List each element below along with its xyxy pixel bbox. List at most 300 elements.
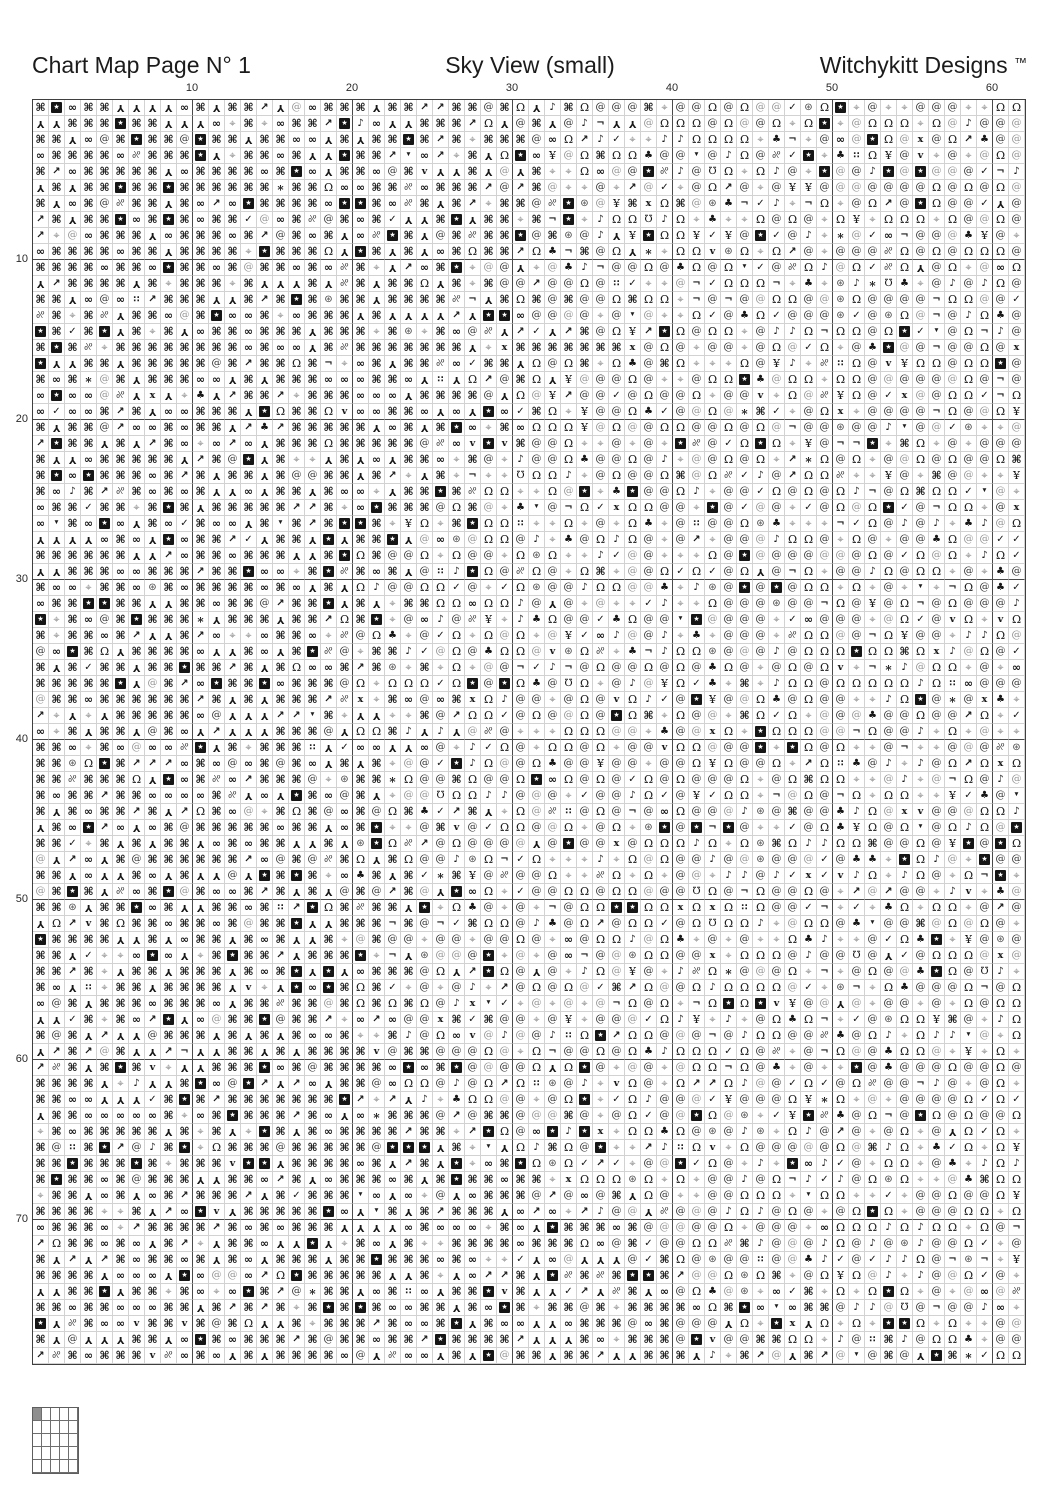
- chart-cell-ne-arrow: [209, 196, 225, 212]
- open-cross-symbol: ⌖: [373, 484, 380, 498]
- infinity-symbol: ∞: [147, 485, 158, 498]
- infinity-symbol: ∞: [195, 373, 206, 386]
- chart-cell-at-sign: [913, 100, 929, 116]
- omega-symbol: Ω: [355, 725, 366, 738]
- chart-cell-ne-arrow: [481, 372, 497, 388]
- command-sign-symbol: ⌘: [35, 293, 46, 306]
- infinity-symbol: ∞: [323, 197, 334, 210]
- omega-symbol: Ω: [771, 485, 782, 498]
- check-mark-symbol: ✓: [676, 566, 685, 577]
- chart-cell-not-sign: [561, 244, 577, 260]
- omega-symbol: Ω: [1011, 389, 1022, 402]
- chart-cell-command-sign: [129, 708, 145, 724]
- chart-cell-yen-sign: [881, 148, 897, 164]
- chart-cell-command-sign: [49, 308, 65, 324]
- chart-cell-infinity: [225, 548, 241, 564]
- chart-cell-at-sign: [385, 164, 401, 180]
- command-sign-symbol: ⌘: [259, 341, 270, 354]
- command-sign-symbol: ⌘: [35, 469, 46, 482]
- star-in-square-symbol: ★: [35, 614, 46, 625]
- chart-cell-open-cross: [401, 628, 417, 644]
- chart-cell-omega: [977, 244, 993, 260]
- chart-cell-open-cross: [705, 628, 721, 644]
- chart-cell-infinity: [161, 308, 177, 324]
- chart-cell-omega: [993, 548, 1009, 564]
- chart-cell-command-sign: [177, 644, 193, 660]
- command-sign-symbol: ⌘: [307, 421, 318, 434]
- chart-cell-open-cross: [593, 484, 609, 500]
- omega-symbol: Ω: [707, 373, 718, 386]
- command-sign-symbol: ⌘: [419, 357, 430, 370]
- chart-cell-open-cross: [673, 452, 689, 468]
- chart-cell-at-sign-light: [481, 660, 497, 676]
- infinity-symbol: ∞: [307, 629, 318, 642]
- chart-cell-at-sign: [721, 596, 737, 612]
- chart-cell-infinity: [337, 372, 353, 388]
- chart-cell-command-sign: [529, 404, 545, 420]
- chart-cell-omega: [833, 596, 849, 612]
- command-sign-symbol: ⌘: [195, 485, 206, 498]
- chart-cell-turned-y: [337, 724, 353, 740]
- at-sign-symbol: @: [883, 582, 894, 593]
- chart-cell-linked-circles: [337, 260, 353, 276]
- chart-cell-ne-arrow: [257, 100, 273, 116]
- omega-symbol: Ω: [979, 341, 990, 354]
- chart-cell-at-sign: [561, 612, 577, 628]
- at-sign-symbol: @: [707, 262, 718, 273]
- chart-cell-at-sign: [897, 468, 913, 484]
- chart-cell-command-sign: [145, 452, 161, 468]
- chart-cell-turned-y: [193, 724, 209, 740]
- ne-arrow-symbol: ↗: [452, 710, 461, 721]
- chart-cell-at-sign: [881, 452, 897, 468]
- chart-cell-infinity: [65, 196, 81, 212]
- chart-cell-command-sign: [289, 484, 305, 500]
- chart-cell-infinity: [177, 548, 193, 564]
- omega-symbol: Ω: [771, 245, 782, 258]
- chart-cell-at-sign: [881, 516, 897, 532]
- chart-cell-at-sign: [561, 580, 577, 596]
- at-sign-symbol: @: [963, 566, 974, 577]
- turned-y-symbol: Y: [340, 534, 349, 545]
- command-sign-symbol: ⌘: [275, 581, 286, 594]
- chart-cell-omega: [705, 180, 721, 196]
- chart-cell-linked-circles: [433, 436, 449, 452]
- chart-cell-command-sign: [257, 260, 273, 276]
- chart-cell-command-sign: [433, 388, 449, 404]
- turned-y-symbol: Y: [228, 726, 237, 737]
- at-sign-symbol: @: [755, 358, 766, 369]
- chart-cell-at-sign: [673, 404, 689, 420]
- chart-cell-turned-y: [161, 196, 177, 212]
- at-sign-symbol: @: [707, 518, 718, 529]
- command-sign-symbol: ⌘: [35, 261, 46, 274]
- command-sign-symbol: ⌘: [227, 245, 238, 258]
- command-sign-symbol: ⌘: [51, 309, 62, 322]
- chart-cell-at-sign: [513, 276, 529, 292]
- chart-cell-infinity: [81, 692, 97, 708]
- chart-cell-linked-circles: [545, 196, 561, 212]
- chart-cell-star-in-square: [369, 612, 385, 628]
- infinity-symbol: ∞: [83, 517, 94, 530]
- command-sign-symbol: ⌘: [227, 181, 238, 194]
- star-in-square-symbol: ★: [387, 230, 398, 241]
- star-in-square-symbol: ★: [163, 214, 174, 225]
- command-sign-symbol: ⌘: [419, 293, 430, 306]
- chart-cell-star-in-square: [81, 468, 97, 484]
- command-sign-symbol: ⌘: [355, 597, 366, 610]
- omega-symbol: Ω: [675, 229, 686, 242]
- at-sign-symbol: @: [691, 710, 702, 721]
- chart-cell-command-sign: [193, 276, 209, 292]
- chart-cell-command-sign: [177, 628, 193, 644]
- circled-star-symbol: ⊛: [564, 646, 573, 657]
- chart-cell-star-in-square: [817, 116, 833, 132]
- chart-cell-open-cross: [849, 468, 865, 484]
- at-sign-symbol: @: [995, 598, 1006, 609]
- chart-cell-command-sign: [289, 420, 305, 436]
- command-sign-symbol: ⌘: [163, 421, 174, 434]
- chart-cell-omega: [961, 500, 977, 516]
- omega-symbol: Ω: [627, 405, 638, 418]
- at-sign-symbol: @: [467, 550, 478, 561]
- at-sign-symbol: @: [931, 390, 942, 401]
- chart-cell-command-sign: [33, 580, 49, 596]
- star-in-square-symbol: ★: [339, 198, 350, 209]
- chart-cell-command-sign: [273, 468, 289, 484]
- command-sign-symbol: ⌘: [67, 277, 78, 290]
- chart-cell-infinity: [417, 148, 433, 164]
- open-cross-symbol: ⌖: [533, 724, 540, 738]
- command-sign-symbol: ⌘: [243, 181, 254, 194]
- infinity-symbol: ∞: [195, 677, 206, 690]
- chart-cell-open-cross: [369, 692, 385, 708]
- chart-cell-turned-y: [353, 708, 369, 724]
- turned-y-symbol: Y: [548, 326, 557, 337]
- omega-symbol: Ω: [579, 101, 590, 114]
- at-sign-symbol: @: [915, 422, 926, 433]
- at-sign-symbol: @: [787, 486, 798, 497]
- at-sign-symbol: @: [435, 710, 446, 721]
- at-sign-symbol: @: [643, 550, 654, 561]
- letter-x-symbol: x: [629, 342, 636, 353]
- star-in-square-symbol: ★: [739, 582, 750, 593]
- chart-cell-turned-y: [449, 724, 465, 740]
- chart-cell-at-sign-light: [289, 100, 305, 116]
- chart-cell-at-sign-light: [241, 260, 257, 276]
- chart-cell-command-sign: [241, 548, 257, 564]
- yen-sign-symbol: ¥: [1013, 405, 1020, 418]
- infinity-symbol: ∞: [67, 101, 78, 114]
- open-cross-symbol: ⌖: [389, 612, 396, 626]
- at-sign-symbol: @: [387, 550, 398, 561]
- ne-arrow-symbol: ↗: [388, 150, 397, 161]
- chart-cell-open-cross: [673, 372, 689, 388]
- chart-cell-open-cross: [753, 676, 769, 692]
- chart-cell-infinity: [401, 692, 417, 708]
- chart-cell-at-sign: [913, 516, 929, 532]
- omega-symbol: Ω: [515, 549, 526, 562]
- command-sign-symbol: ⌘: [227, 213, 238, 226]
- turned-y-symbol: Y: [548, 118, 557, 129]
- chart-cell-star-in-square: [289, 292, 305, 308]
- at-sign-light-symbol: @: [883, 374, 894, 385]
- chart-cell-command-sign: [513, 436, 529, 452]
- chart-cell-omega: [929, 244, 945, 260]
- command-sign-symbol: ⌘: [83, 213, 94, 226]
- chart-cell-at-sign-light: [817, 724, 833, 740]
- at-sign-symbol: @: [995, 646, 1006, 657]
- chart-cell-command-sign: [145, 116, 161, 132]
- at-sign-light-symbol: @: [819, 726, 830, 737]
- chart-cell-not-sign: [993, 164, 1009, 180]
- chart-cell-command-sign: [81, 212, 97, 228]
- chart-cell-command-sign: [129, 180, 145, 196]
- open-cross-symbol: ⌖: [709, 356, 716, 370]
- chart-cell-command-sign: [225, 596, 241, 612]
- at-sign-symbol: @: [899, 182, 910, 193]
- command-sign-symbol: ⌘: [451, 133, 462, 146]
- check-mark-symbol: ✓: [580, 630, 589, 641]
- omega-symbol: Ω: [803, 469, 814, 482]
- chart-cell-ne-arrow: [113, 404, 129, 420]
- chart-cell-open-cross: [897, 100, 913, 116]
- chart-cell-turned-y: [257, 660, 273, 676]
- command-sign-symbol: ⌘: [67, 693, 78, 706]
- chart-cell-turned-y: [81, 532, 97, 548]
- chart-cell-omega: [785, 388, 801, 404]
- at-sign-light-symbol: @: [467, 534, 478, 545]
- chart-cell-eighth-note: [945, 276, 961, 292]
- omega-symbol: Ω: [771, 725, 782, 738]
- chart-cell-omega: [577, 692, 593, 708]
- at-sign-symbol: @: [563, 278, 574, 289]
- chart-cell-turned-y: [289, 276, 305, 292]
- open-cross-symbol: ⌖: [549, 164, 556, 178]
- letter-v-symbol: v: [613, 694, 620, 705]
- chart-cell-open-cross: [833, 196, 849, 212]
- at-sign-symbol: @: [931, 374, 942, 385]
- at-sign-symbol: @: [931, 134, 942, 145]
- command-sign-symbol: ⌘: [131, 693, 142, 706]
- open-cross-symbol: ⌖: [869, 452, 876, 466]
- omega-symbol: Ω: [867, 645, 878, 658]
- chart-cell-open-cross: [545, 724, 561, 740]
- chart-cell-omega: [705, 404, 721, 420]
- command-sign-symbol: ⌘: [579, 245, 590, 258]
- infinity-symbol: ∞: [371, 165, 382, 178]
- chart-cell-open-cross: [577, 468, 593, 484]
- infinity-symbol: ∞: [83, 229, 94, 242]
- four-dots-symbol: ∷: [613, 278, 620, 289]
- command-sign-symbol: ⌘: [403, 165, 414, 178]
- chart-cell-check-mark: [81, 660, 97, 676]
- omega-symbol: Ω: [515, 581, 526, 594]
- command-sign-symbol: ⌘: [227, 261, 238, 274]
- at-sign-symbol: @: [259, 598, 270, 609]
- chart-cell-omega: [945, 388, 961, 404]
- chart-cell-omega: [561, 132, 577, 148]
- chart-cell-check-mark: [641, 596, 657, 612]
- at-sign-light-symbol: @: [563, 310, 574, 321]
- chart-cell-omega: [961, 292, 977, 308]
- at-sign-symbol: @: [755, 342, 766, 353]
- omega-symbol: Ω: [819, 341, 830, 354]
- at-sign-symbol: @: [979, 374, 990, 385]
- turned-y-symbol: Y: [116, 310, 125, 321]
- open-cross-symbol: ⌖: [741, 324, 748, 338]
- at-sign-symbol: @: [947, 310, 958, 321]
- omega-symbol: Ω: [451, 501, 462, 514]
- infinity-symbol: ∞: [35, 149, 46, 162]
- at-sign-symbol: @: [611, 678, 622, 689]
- turned-y-symbol: Y: [196, 726, 205, 737]
- omega-symbol: Ω: [691, 245, 702, 258]
- chart-cell-at-sign: [961, 596, 977, 612]
- chart-cell-letter-v: [993, 612, 1009, 628]
- chart-cell-turned-y: [353, 468, 369, 484]
- chart-cell-club-suit: [673, 260, 689, 276]
- star-in-square-symbol: ★: [83, 470, 94, 481]
- chart-cell-linked-circles: [321, 644, 337, 660]
- infinity-symbol: ∞: [147, 421, 158, 434]
- chart-cell-mho-sign: [641, 212, 657, 228]
- omega-symbol: Ω: [787, 389, 798, 402]
- at-sign-symbol: @: [179, 134, 190, 145]
- turned-y-symbol: Y: [164, 166, 173, 177]
- omega-symbol: Ω: [659, 293, 670, 306]
- command-sign-symbol: ⌘: [371, 549, 382, 562]
- chart-cell-at-sign: [449, 612, 465, 628]
- chart-cell-at-sign-light: [561, 308, 577, 324]
- star-in-square-symbol: ★: [499, 310, 510, 321]
- chart-cell-omega: [673, 324, 689, 340]
- chart-cell-check-mark: [241, 212, 257, 228]
- infinity-symbol: ∞: [355, 357, 366, 370]
- command-sign-symbol: ⌘: [451, 485, 462, 498]
- chart-cell-turned-y: [97, 436, 113, 452]
- chart-cell-open-cross: [385, 516, 401, 532]
- not-sign-symbol: ¬: [788, 422, 797, 433]
- turned-y-symbol: Y: [244, 726, 253, 737]
- command-sign-symbol: ⌘: [115, 229, 126, 242]
- at-sign-symbol: @: [963, 694, 974, 705]
- at-sign-symbol: @: [931, 710, 942, 721]
- chart-cell-yen-sign: [481, 612, 497, 628]
- chart-cell-open-cross: [753, 660, 769, 676]
- chart-cell-command-sign: [273, 132, 289, 148]
- chart-cell-command-sign: [129, 468, 145, 484]
- command-sign-symbol: ⌘: [307, 677, 318, 690]
- omega-symbol: Ω: [995, 101, 1006, 114]
- command-sign-symbol: ⌘: [195, 165, 206, 178]
- chart-cell-check-mark: [737, 500, 753, 516]
- chart-cell-omega: [801, 628, 817, 644]
- chart-cell-eighth-note: [993, 324, 1009, 340]
- command-sign-symbol: ⌘: [371, 197, 382, 210]
- linked-circles-symbol: %: [116, 198, 125, 209]
- open-cross-symbol: ⌖: [613, 180, 620, 194]
- chart-cell-omega: [657, 228, 673, 244]
- omega-symbol: Ω: [947, 453, 958, 466]
- omega-symbol: Ω: [963, 501, 974, 514]
- open-cross-symbol: ⌖: [245, 628, 252, 642]
- at-sign-symbol: @: [483, 678, 494, 689]
- chart-cell-command-sign: [289, 724, 305, 740]
- command-sign-symbol: ⌘: [291, 421, 302, 434]
- infinity-symbol: ∞: [227, 197, 238, 210]
- chart-cell-command-sign: [113, 532, 129, 548]
- at-sign-symbol: @: [915, 374, 926, 385]
- open-cross-symbol: ⌖: [341, 708, 348, 722]
- chart-cell-eighth-note: [881, 420, 897, 436]
- infinity-symbol: ∞: [307, 165, 318, 178]
- chart-cell-club-suit: [929, 532, 945, 548]
- chart-cell-open-cross: [769, 628, 785, 644]
- chart-cell-yen-sign: [897, 356, 913, 372]
- chart-cell-at-sign: [145, 724, 161, 740]
- at-sign-light-symbol: @: [771, 422, 782, 433]
- command-sign-symbol: ⌘: [419, 133, 430, 146]
- omega-symbol: Ω: [819, 405, 830, 418]
- chart-cell-turned-y: [113, 644, 129, 660]
- command-sign-symbol: ⌘: [131, 229, 142, 242]
- chart-cell-omega: [769, 292, 785, 308]
- chart-cell-letter-v: [417, 164, 433, 180]
- turned-y-symbol: Y: [436, 406, 445, 417]
- command-sign-symbol: ⌘: [355, 437, 366, 450]
- open-cross-symbol: ⌖: [725, 356, 732, 370]
- chart-cell-at-sign: [753, 324, 769, 340]
- chart-cell-ne-arrow: [401, 260, 417, 276]
- chart-cell-at-sign: [705, 148, 721, 164]
- chart-cell-command-sign: [305, 676, 321, 692]
- chart-cell-command-sign: [497, 244, 513, 260]
- chart-cell-not-sign: [945, 580, 961, 596]
- chart-cell-at-sign-light: [625, 724, 641, 740]
- chart-cell-at-sign: [545, 500, 561, 516]
- command-sign-symbol: ⌘: [403, 437, 414, 450]
- chart-cell-linked-circles: [113, 196, 129, 212]
- omega-symbol: Ω: [499, 149, 510, 162]
- mho-sign-symbol: ℧: [644, 214, 653, 225]
- chart-cell-omega: [497, 532, 513, 548]
- chart-cell-star-in-square: [897, 324, 913, 340]
- chart-cell-command-sign: [193, 356, 209, 372]
- chart-cell-at-sign: [817, 612, 833, 628]
- chart-cell-yen-sign: [561, 372, 577, 388]
- chart-cell-infinity: [257, 628, 273, 644]
- at-sign-symbol: @: [355, 630, 366, 641]
- chart-cell-command-sign: [401, 244, 417, 260]
- chart-cell-at-sign: [721, 308, 737, 324]
- chart-cell-omega: [993, 148, 1009, 164]
- open-cross-symbol: ⌖: [805, 356, 812, 370]
- chart-cell-open-cross: [465, 660, 481, 676]
- ne-arrow-symbol: ↗: [148, 438, 157, 449]
- chart-cell-command-sign: [433, 180, 449, 196]
- chart-cell-at-sign: [561, 692, 577, 708]
- at-sign-symbol: @: [803, 406, 814, 417]
- infinity-symbol: ∞: [355, 373, 366, 386]
- chart-cell-star-in-square: [257, 244, 273, 260]
- chart-cell-at-sign: [769, 260, 785, 276]
- at-sign-symbol: @: [627, 390, 638, 401]
- check-mark-symbol: ✓: [500, 582, 509, 593]
- chart-cell-command-sign: [305, 388, 321, 404]
- command-sign-symbol: ⌘: [531, 165, 542, 178]
- omega-symbol: Ω: [611, 581, 622, 594]
